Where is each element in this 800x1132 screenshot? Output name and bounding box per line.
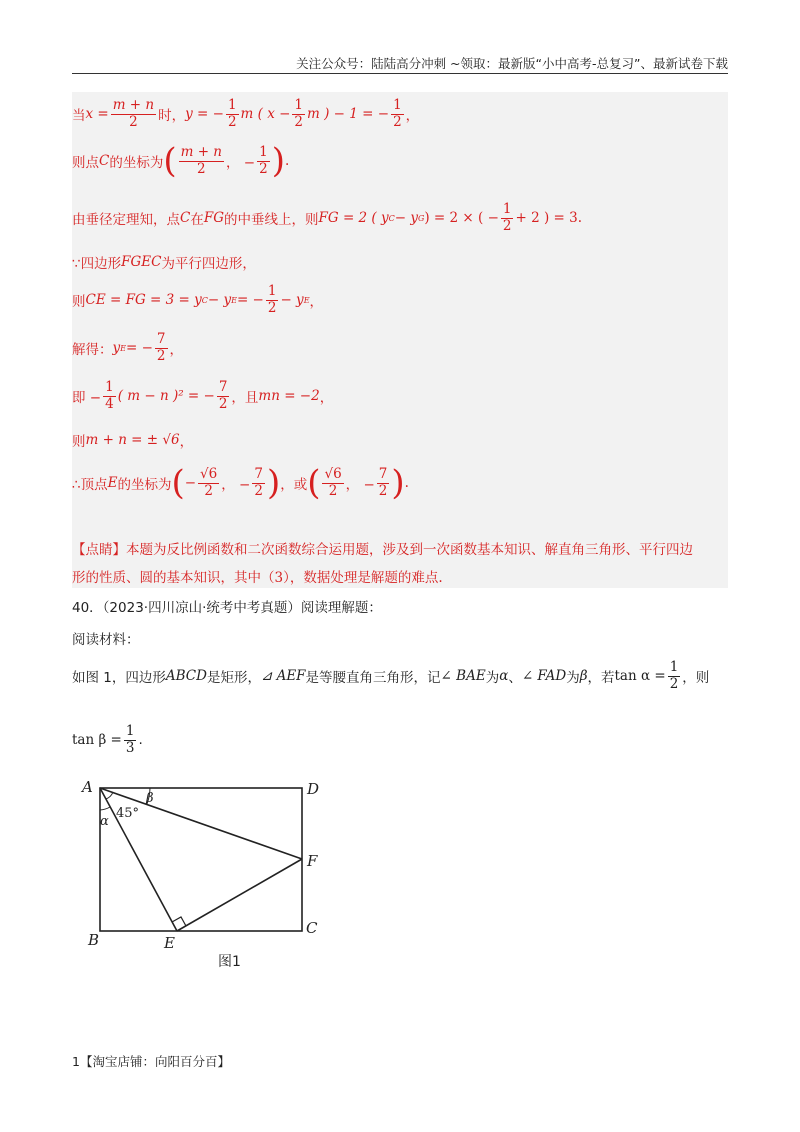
- page-header: 关注公众号：陆陆高分冲刺 ~领取：最新版“小中高考-总复习”、最新试卷下载: [296, 56, 728, 71]
- solution-line-6: [72, 332, 183, 364]
- solution-line-4: [72, 252, 256, 272]
- label-a: A: [82, 778, 93, 796]
- solution-line-9: ∴顶点 E 的坐标为 ( − $\frac{√6}{2}$ ， − $\frac{7}{2}$ ) ，或 ( $\frac{√6}{2}$ ， − $\frac{7}{2}$ ) .: [72, 463, 409, 503]
- text: ，: [309, 294, 324, 311]
- paren-open: (: [307, 463, 321, 503]
- text: ，且: [231, 390, 259, 407]
- fraction: $\frac{1}{2}$: [259, 143, 268, 177]
- math: ， −: [221, 477, 251, 493]
- text: 为: [485, 670, 500, 687]
- problem-title: 40．（2023·四川凉山·统考中考真题）阅读理解题：: [72, 600, 382, 616]
- segment-af: [100, 788, 302, 859]
- paren-open: (: [163, 141, 177, 181]
- angle-45-arc: [106, 792, 113, 799]
- label-45-degrees: 45°: [116, 806, 140, 821]
- math: ABCD: [165, 668, 207, 685]
- math: FG = 2 ( y: [318, 210, 389, 227]
- text: ，或: [280, 477, 308, 493]
- solution-line-3: [72, 202, 582, 234]
- math: m ( x −: [240, 106, 291, 123]
- fraction: $\frac{m + n}{2}$: [180, 143, 222, 177]
- subscript: C: [201, 295, 208, 305]
- solution-line-8: [72, 430, 193, 450]
- math: FGEC: [121, 254, 162, 270]
- fraction: $\frac{√6}{2}$: [200, 465, 218, 499]
- text: 则: [72, 294, 86, 311]
- paren-open: (: [171, 463, 185, 503]
- segment-ef: [177, 859, 302, 931]
- material-label: 阅读材料：: [72, 632, 140, 648]
- fraction: $\frac{1}{2}$: [669, 659, 679, 692]
- math: ( m − n )² = −: [117, 388, 215, 405]
- fraction: $\frac{1}{2}$: [393, 97, 402, 130]
- fraction: $\frac{7}{2}$: [378, 465, 388, 499]
- label-d: D: [307, 780, 320, 798]
- text: ，则: [682, 670, 710, 687]
- math: = −: [125, 340, 153, 357]
- subscript: C: [388, 213, 395, 223]
- solution-line-2: [72, 141, 290, 181]
- text: .: [284, 153, 290, 169]
- figure-caption: 图1: [218, 954, 241, 970]
- text: 为: [566, 670, 580, 687]
- label-e: E: [164, 934, 175, 952]
- text: .: [404, 475, 409, 491]
- math: − y: [280, 292, 304, 309]
- math: m ) − 1 = −: [307, 106, 390, 123]
- math: m + n = ± √6: [85, 432, 180, 448]
- text: 在: [190, 212, 204, 229]
- header-divider: [72, 73, 728, 74]
- math: CE = FG = 3 = y: [85, 292, 202, 309]
- text: ∴顶点: [72, 477, 108, 493]
- math: ， −: [226, 155, 256, 171]
- math: ∠ FAD: [521, 668, 567, 685]
- label-beta: β: [146, 791, 154, 806]
- text: 解得：: [72, 342, 113, 359]
- text: 则点: [72, 155, 99, 171]
- problem-paragraph-2: [72, 724, 143, 756]
- fraction: $\frac{1}{2}$: [227, 97, 237, 130]
- fraction: $\frac{1}{2}$: [294, 97, 304, 130]
- fraction: $\frac{7}{2}$: [218, 379, 228, 412]
- page-footer: 1【淘宝店铺：向阳百分百】: [72, 1054, 230, 1069]
- fraction: $\frac{1}{2}$: [267, 283, 277, 316]
- paren-close: ): [266, 463, 281, 503]
- math: α: [499, 668, 509, 685]
- text: ∵四边形: [72, 256, 122, 272]
- text: ，: [319, 390, 334, 407]
- fraction: $\frac{m + n}{2}$: [112, 97, 155, 130]
- text: 的坐标为: [109, 155, 164, 171]
- math: C: [180, 210, 191, 227]
- fraction: $\frac{1}{3}$: [125, 723, 135, 756]
- fraction: $\frac{√6}{2}$: [324, 465, 342, 499]
- math: mn = −2: [258, 388, 320, 405]
- text: 当: [72, 108, 86, 125]
- paren-close: ): [391, 463, 405, 503]
- math: − y: [207, 292, 232, 309]
- text: ，: [405, 108, 420, 125]
- alpha-arc: [100, 807, 110, 810]
- text: 的坐标为: [117, 477, 172, 493]
- text: ，: [169, 342, 183, 359]
- math: tan α =: [614, 668, 666, 685]
- math: x =: [85, 106, 109, 123]
- text: 是等腰直角三角形，记: [305, 670, 441, 687]
- solution-block: [72, 92, 728, 588]
- label-c: C: [306, 919, 318, 937]
- text: 的中垂线上，则: [224, 212, 319, 229]
- text: 是矩形，: [206, 670, 261, 687]
- text: 时，: [158, 108, 186, 125]
- text: ，: [179, 434, 194, 450]
- text: .: [577, 210, 583, 227]
- label-b: B: [88, 931, 100, 949]
- text: 、: [508, 670, 522, 687]
- text: 如图 1，四边形: [72, 670, 166, 687]
- label-alpha: α: [100, 814, 109, 829]
- math: + 2 ) = 3: [515, 210, 578, 227]
- text: 则: [72, 434, 86, 450]
- solution-line-1: [72, 98, 419, 130]
- tip-line-1: 【点睛】本题为反比例函数和二次函数综合运用题，涉及到一次函数基本知识、解直角三角形、平行四边: [72, 542, 693, 558]
- subscript: G: [417, 213, 425, 223]
- solution-line-5: [72, 284, 323, 316]
- problem-paragraph-1: [72, 660, 709, 692]
- label-f: F: [307, 852, 318, 870]
- math: = −: [236, 292, 264, 309]
- math: tan β =: [72, 732, 122, 749]
- text: ，若: [587, 670, 615, 687]
- subscript: E: [120, 343, 126, 353]
- text: 即 −: [72, 390, 102, 407]
- text: .: [138, 732, 143, 749]
- subscript: E: [303, 295, 310, 305]
- fraction: $\frac{1}{2}$: [502, 201, 512, 234]
- math: C: [99, 153, 110, 169]
- math: ∠ BAE: [440, 668, 486, 685]
- math: ⊿ AEF: [260, 668, 306, 685]
- solution-line-7: [72, 380, 333, 412]
- math: β: [579, 668, 588, 685]
- math: y: [112, 340, 121, 357]
- math: y = −: [185, 106, 224, 123]
- math: FG: [203, 210, 224, 227]
- tip-line-2: 形的性质、圆的基本知识，其中（3），数据处理是解题的难点.: [72, 570, 443, 586]
- math: E: [107, 475, 118, 491]
- math: − y: [394, 210, 418, 227]
- geometry-figure: [80, 770, 340, 970]
- paren-close: ): [271, 141, 285, 181]
- math: ， −: [345, 477, 375, 493]
- math: ) = 2 × ( −: [424, 210, 499, 227]
- fraction: $\frac{7}{2}$: [156, 331, 166, 364]
- text: 由垂径定理知，点: [72, 212, 180, 229]
- fraction: $\frac{1}{4}$: [105, 379, 114, 412]
- subscript: E: [231, 295, 237, 305]
- fraction: $\frac{7}{2}$: [254, 465, 263, 499]
- text: 为平行四边形，: [161, 256, 256, 272]
